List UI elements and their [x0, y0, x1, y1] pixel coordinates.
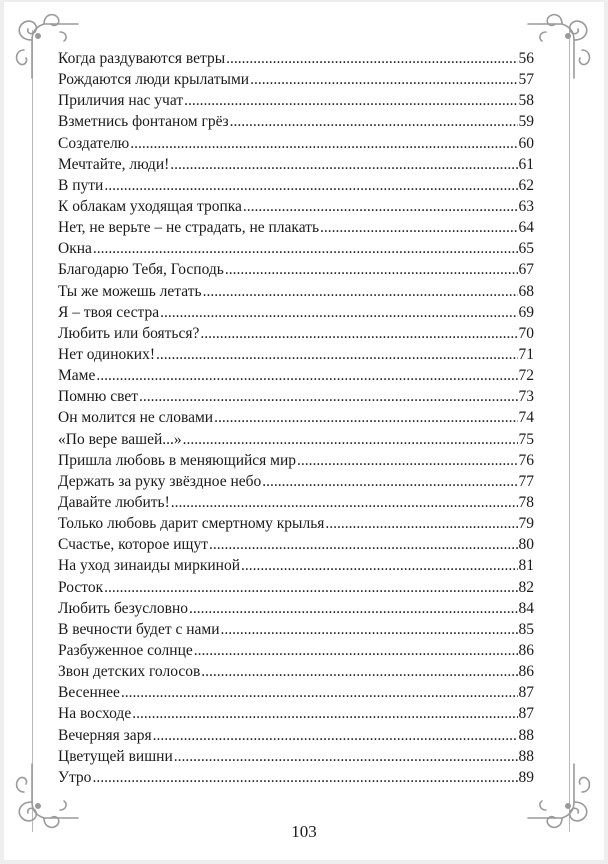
toc-entry-title: Создателю: [58, 134, 130, 152]
toc-entry-page: 63: [518, 197, 534, 215]
toc-entry: [58, 767, 534, 788]
toc-entry: [58, 175, 534, 196]
toc-entry-title: Росток: [58, 578, 104, 596]
toc-entry-title: К облакам уходящая тропка: [58, 197, 242, 215]
toc-dot-leader: [200, 323, 517, 344]
toc-entry: [58, 746, 534, 767]
toc-entry: [58, 577, 534, 598]
toc-entry: [58, 471, 534, 492]
toc-entry-page: 88: [518, 747, 534, 765]
toc-entry-page: 60: [518, 134, 534, 152]
toc-entry-page: 84: [518, 599, 534, 617]
toc-entry-page: 87: [518, 684, 534, 702]
toc-dot-leader: [184, 90, 517, 111]
toc-entry-title: Помню свет: [58, 388, 138, 406]
toc-entry-title: Пришла любовь в меняющийся мир: [58, 451, 297, 469]
toc-entry-title: Рождаются люди крылатыми: [58, 71, 250, 89]
toc-dot-leader: [92, 767, 517, 788]
toc-entry: [58, 259, 534, 280]
book-page: [4, 2, 604, 860]
toc-entry-title: В вечности будет с нами: [58, 620, 220, 638]
toc-entry: [58, 640, 534, 661]
toc-entry-title: Цветущей вишни: [58, 747, 173, 765]
toc-entry-page: 81: [518, 557, 534, 575]
toc-dot-leader: [262, 471, 517, 492]
toc-dot-leader: [226, 48, 517, 69]
toc-entry-title: Звон детских голосов: [58, 663, 201, 681]
toc-entry-page: 57: [518, 71, 534, 89]
toc-entry-page: 87: [518, 705, 534, 723]
toc-dot-leader: [156, 344, 518, 365]
toc-entry-title: «По вере вашей...»: [58, 430, 182, 448]
toc-entry-page: 88: [518, 726, 534, 744]
toc-entry-page: 73: [518, 388, 534, 406]
toc-entry-title: Окна: [58, 240, 92, 258]
toc-dot-leader: [93, 238, 518, 259]
toc-entry-title: Утро: [58, 768, 92, 786]
toc-dot-leader: [225, 259, 518, 280]
toc-dot-leader: [201, 661, 517, 682]
toc-entry-title: Давайте любить!: [58, 493, 170, 511]
toc-entry-title: Вечерняя заря: [58, 726, 152, 744]
toc-entry-page: 86: [518, 663, 534, 681]
toc-entry-page: 75: [518, 430, 534, 448]
toc-entry-title: Держать за руку звёздное небо: [58, 472, 262, 490]
toc-dot-leader: [183, 429, 518, 450]
toc-entry-title: Нет, не верьте – не страдать, не плакать: [58, 219, 320, 237]
toc-entry: [58, 682, 534, 703]
toc-dot-leader: [174, 746, 518, 767]
toc-dot-leader: [132, 703, 517, 724]
toc-entry: [58, 725, 534, 746]
toc-entry-title: Маме: [58, 367, 96, 385]
toc-entry-title: Ты же можешь летать: [58, 282, 202, 300]
toc-entry-page: 82: [518, 578, 534, 596]
toc-entry-page: 67: [518, 261, 534, 279]
toc-dot-leader: [243, 196, 518, 217]
toc-entry-page: 70: [518, 324, 534, 342]
toc-entry: [58, 69, 534, 90]
toc-entry-title: Разбуженное солнце: [58, 641, 193, 659]
toc-dot-leader: [104, 577, 517, 598]
toc-entry-title: Счастье, которое ищут: [58, 536, 208, 554]
toc-entry-page: 61: [518, 155, 534, 173]
toc-entry: [58, 217, 534, 238]
toc-entry-page: 72: [518, 367, 534, 385]
toc-entry-title: Любить или бояться?: [58, 324, 200, 342]
toc-entry: [58, 344, 534, 365]
toc-entry: [58, 281, 534, 302]
toc-dot-leader: [139, 386, 518, 407]
toc-entry-title: Мечтайте, люди!: [58, 155, 170, 173]
toc-dot-leader: [171, 492, 518, 513]
toc-entry-page: 89: [518, 768, 534, 786]
toc-entry: [58, 492, 534, 513]
toc-dot-leader: [209, 534, 518, 555]
toc-entry: [58, 619, 534, 640]
toc-entry-page: 71: [518, 345, 534, 363]
toc-entry-page: 74: [518, 409, 534, 427]
toc-entry-page: 59: [518, 113, 534, 131]
toc-entry-title: Когда раздуваются ветры: [58, 50, 226, 67]
toc-dot-leader: [104, 175, 517, 196]
toc-entry: [58, 386, 534, 407]
toc-entry: [58, 196, 534, 217]
toc-entry-title: Он молится не словами: [58, 409, 214, 427]
toc-entry-page: 85: [518, 620, 534, 638]
toc-entry: [58, 429, 534, 450]
toc-entry: [58, 534, 534, 555]
toc-entry-page: 56: [518, 50, 534, 67]
page-number: 103: [291, 822, 317, 841]
table-of-contents: [58, 48, 534, 788]
toc-dot-leader: [160, 302, 517, 323]
toc-dot-leader: [96, 365, 517, 386]
toc-entry: [58, 513, 534, 534]
toc-entry-title: Любить безусловно: [58, 599, 189, 617]
toc-entry: [58, 703, 534, 724]
toc-dot-leader: [221, 619, 518, 640]
toc-entry: [58, 48, 534, 69]
toc-entry: [58, 154, 534, 175]
toc-dot-leader: [320, 217, 517, 238]
toc-entry-page: 77: [518, 472, 534, 490]
toc-dot-leader: [297, 450, 517, 471]
toc-entry-page: 64: [518, 219, 534, 237]
toc-entry-page: 65: [518, 240, 534, 258]
toc-dot-leader: [230, 111, 518, 132]
toc-entry: [58, 365, 534, 386]
toc-entry-title: Только любовь дарит смертному крылья: [58, 515, 325, 533]
toc-entry: [58, 555, 534, 576]
toc-entry-page: 58: [518, 92, 534, 110]
toc-entry-title: В пути: [58, 176, 104, 194]
toc-entry-page: 79: [518, 515, 534, 533]
toc-entry-page: 69: [518, 303, 534, 321]
toc-entry-page: 78: [518, 493, 534, 511]
toc-entry-title: Я – твоя сестра: [58, 303, 160, 321]
toc-dot-leader: [250, 69, 517, 90]
toc-dot-leader: [241, 555, 517, 576]
toc-entry-title: Благодарю Тебя, Господь: [58, 261, 224, 279]
toc-dot-leader: [121, 682, 518, 703]
toc-entry-page: 68: [518, 282, 534, 300]
toc-dot-leader: [170, 154, 517, 175]
toc-entry-title: Нет одиноких!: [58, 345, 155, 363]
toc-dot-leader: [203, 281, 518, 302]
toc-entry: [58, 238, 534, 259]
toc-entry: [58, 90, 534, 111]
toc-entry: [58, 133, 534, 154]
toc-entry: [58, 450, 534, 471]
toc-entry: [58, 323, 534, 344]
toc-entry: [58, 302, 534, 323]
toc-dot-leader: [194, 640, 518, 661]
floral-corner-ornament-icon: [526, 10, 596, 80]
toc-entry-page: 62: [518, 176, 534, 194]
toc-entry: [58, 598, 534, 619]
toc-entry-page: 76: [518, 451, 534, 469]
toc-entry-page: 80: [518, 536, 534, 554]
toc-entry: [58, 661, 534, 682]
toc-dot-leader: [189, 598, 517, 619]
toc-entry-title: На уход зинаиды миркиной: [58, 557, 241, 575]
toc-entry-title: Весеннее: [58, 684, 120, 702]
toc-dot-leader: [325, 513, 517, 534]
toc-dot-leader: [214, 407, 517, 428]
toc-entry-title: На восходе: [58, 705, 132, 723]
toc-dot-leader: [153, 725, 518, 746]
toc-entry: [58, 111, 534, 132]
toc-dot-leader: [130, 133, 517, 154]
toc-entry: [58, 407, 534, 428]
toc-entry-title: Взметнись фонтаном грёз: [58, 113, 229, 131]
toc-entry-title: Приличия нас учат: [58, 92, 184, 110]
toc-entry-page: 86: [518, 641, 534, 659]
